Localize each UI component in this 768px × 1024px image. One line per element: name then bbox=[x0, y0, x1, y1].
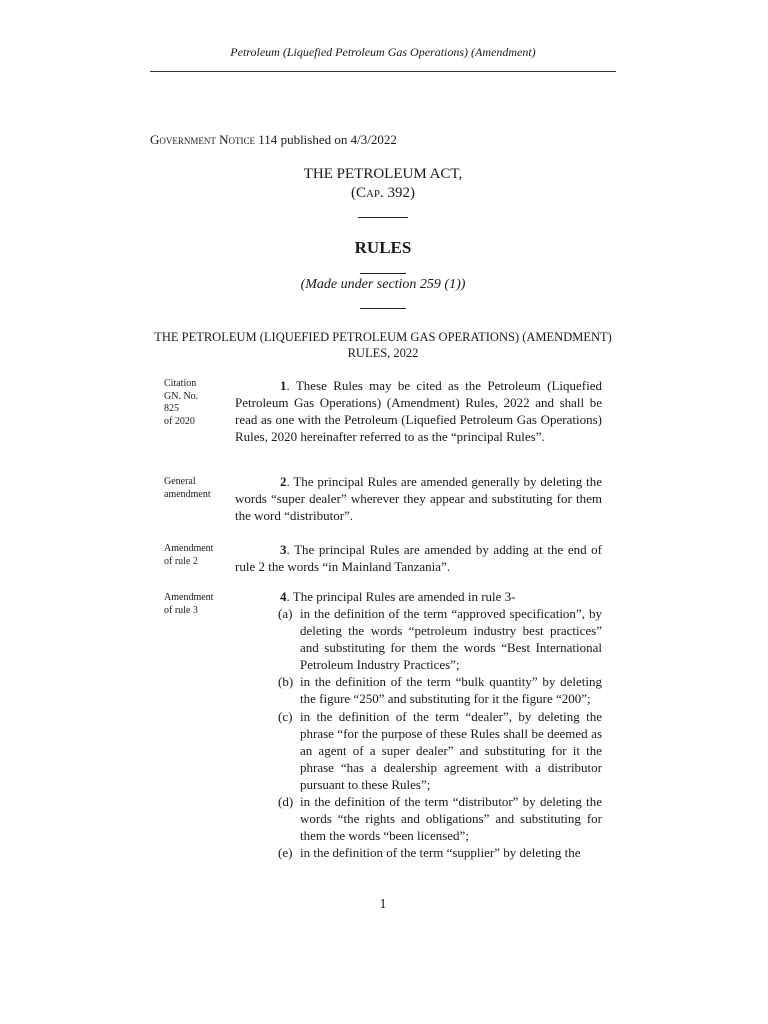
list-item bbox=[278, 844, 602, 861]
divider-rule bbox=[360, 273, 406, 274]
side-note-line: 825 bbox=[164, 403, 179, 414]
rules-title bbox=[150, 329, 616, 361]
header-rule bbox=[150, 71, 616, 72]
side-note-citation bbox=[164, 378, 230, 428]
government-notice bbox=[150, 132, 397, 148]
section-number: 2 bbox=[280, 474, 287, 489]
section-4 bbox=[235, 588, 602, 605]
section-number: 3 bbox=[280, 542, 287, 557]
side-note-line: of rule 2 bbox=[164, 555, 198, 567]
side-note-general-amendment bbox=[164, 476, 230, 501]
section-number: 4 bbox=[280, 589, 287, 604]
notice-date: 4/3/2022 bbox=[350, 132, 397, 147]
side-note-line: of 2020 bbox=[164, 415, 195, 427]
item-text: in the definition of the term “distributor” by deleting the words “the rights and obligations” and substituting for them the words “been licensed”; bbox=[300, 794, 602, 844]
side-note-line: General bbox=[164, 476, 196, 487]
item-text: in the definition of the term “approved specification”, by deleting the words “petroleum industry best practices” and substituting for them the words “Best International Petroleum Industry Practices”; bbox=[300, 606, 602, 673]
notice-published-text: published on bbox=[280, 132, 348, 147]
section-number: 1 bbox=[280, 378, 287, 393]
side-note-line: amendment bbox=[164, 488, 211, 500]
list-item bbox=[278, 793, 602, 844]
notice-number: 114 bbox=[258, 132, 278, 147]
section-2 bbox=[235, 473, 602, 524]
item-letter: (c) bbox=[278, 708, 293, 724]
act-cap-prefix: ( bbox=[350, 185, 356, 201]
page-number: 1 bbox=[379, 897, 387, 912]
section-text: . These Rules may be cited as the Petroleum (Liquefied Petroleum Gas Operations) (Amendment) Rules, 2022 and shall be read as one with the Petroleum (Liquefied Petroleum Gas Operations) Rules, 2020 hereinafter referred to as the “principal Rules”. bbox=[235, 378, 602, 445]
act-cap-label: Cap bbox=[355, 185, 381, 201]
side-note-line: of rule 3 bbox=[164, 604, 198, 616]
rules-heading: RULES bbox=[354, 238, 412, 257]
rules-title-line: RULES, 2022 bbox=[347, 346, 419, 360]
side-note-amendment-rule-2 bbox=[164, 543, 230, 568]
side-note-line: GN. No. bbox=[164, 390, 199, 402]
divider-rule bbox=[358, 217, 408, 218]
amendment-items-list bbox=[278, 605, 602, 861]
act-title: THE PETROLEUM ACT, bbox=[303, 166, 463, 182]
side-note-line: Citation bbox=[164, 378, 197, 389]
notice-label: Government Notice bbox=[150, 132, 256, 147]
divider-rule bbox=[360, 308, 406, 309]
made-under-text: (Made under section 259 (1)) bbox=[300, 277, 466, 292]
item-text: in the definition of the term “dealer”, by deleting the phrase “for the purpose of these Rules shall be deemed as an agent of a super dealer” and substituting for it the phrase “has a dealership agreement with a distributor pursuant to these Rules”; bbox=[300, 708, 602, 792]
side-note-line: Amendment bbox=[164, 592, 214, 603]
running-header: Petroleum (Liquefied Petroleum Gas Operations) (Amendment) bbox=[230, 45, 536, 59]
section-text: . The principal Rules are amended generally by deleting the words “super dealer” wherever they appear and substituting for them the word “distributor”. bbox=[235, 474, 602, 524]
act-cap-number: . 392) bbox=[380, 185, 416, 201]
act-cap bbox=[150, 185, 616, 202]
rules-title-line: THE PETROLEUM (LIQUEFIED PETROLEUM GAS OPERATIONS) (AMENDMENT) bbox=[154, 330, 612, 344]
item-letter: (e) bbox=[278, 845, 293, 861]
list-item bbox=[278, 708, 602, 793]
item-letter: (b) bbox=[278, 674, 294, 690]
list-item bbox=[278, 605, 602, 673]
section-1 bbox=[235, 377, 602, 445]
section-text: . The principal Rules are amended by adding at the end of rule 2 the words “in Mainland Tanzania”. bbox=[235, 542, 602, 575]
section-text: . The principal Rules are amended in rule 3- bbox=[286, 589, 516, 604]
item-letter: (d) bbox=[278, 794, 294, 810]
list-item bbox=[278, 673, 602, 707]
side-note-line: Amendment bbox=[164, 543, 214, 554]
item-text: in the definition of the term “bulk quantity” by deleting the figure “250” and substituting for it the figure “200”; bbox=[300, 674, 602, 707]
item-text: in the definition of the term “supplier” by deleting the bbox=[300, 845, 581, 861]
section-3 bbox=[235, 541, 602, 575]
item-letter: (a) bbox=[278, 606, 293, 621]
side-note-amendment-rule-3 bbox=[164, 592, 230, 617]
